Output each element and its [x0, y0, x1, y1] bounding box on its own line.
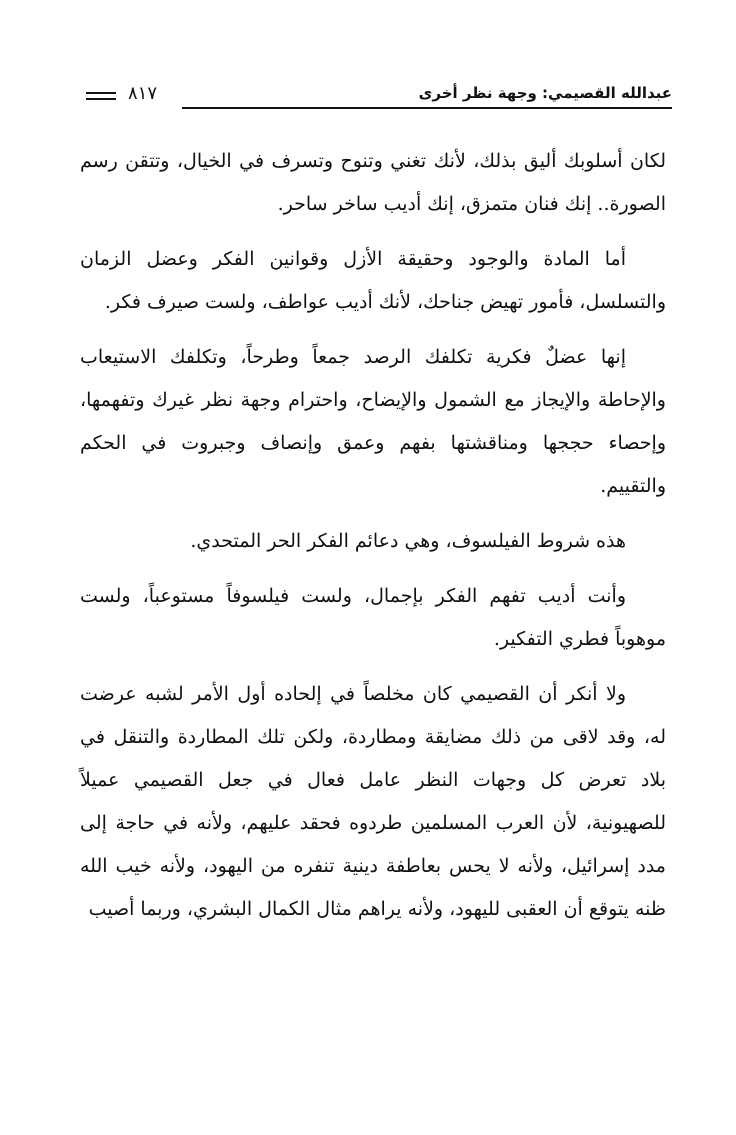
page-number-ornament: [86, 92, 116, 94]
running-header: [86, 82, 672, 114]
paragraph-5: وأنت أديب تفهم الفكر بإجمال، ولست فيلسوفاً مستوعباً، ولست موهوباً فطري التفكير.: [80, 585, 666, 650]
header-rule: [182, 107, 672, 109]
paragraph-6: ولا أنكر أن القصيمي كان مخلصاً في إلحاده أول الأمر لشبه عرضت له، وقد لاقى من ذلك مضايقة ومطاردة، ولكن تلك المطاردة والتنقل في بلاد تعرض كل وجهات النظر عامل فعال في جعل القصيمي عميلاً للصهيونية، لأن العرب المسلمين طردوه فحقد عليهم، ولأنه في حاجة إلى مدد إسرائيل، ولأنه لا يحس بعاطفة دينية تنفره من اليهود، ولأنه خيب الله ظنه يتوقع أن العقبى لليهود، ولأنه يراهم مثال الكمال البشري، وربما أصيب: [80, 683, 666, 920]
page-body-text: [80, 140, 666, 931]
paragraph-1: لكان أسلوبك أليق بذلك، لأنك تغني وتنوح وتسرف في الخيال، وتتقن رسم الصورة.. إنك فنان متمزق، إنك أديب ساخر ساحر.: [80, 150, 666, 215]
page-number: ٨١٧: [128, 83, 158, 104]
running-header-title: عبدالله القصيمي: وجهة نظر أخرى: [418, 84, 672, 102]
paragraph-3: إنها عضلٌ فكرية تكلفك الرصد جمعاً وطرحاً، وتكلفك الاستيعاب والإحاطة والإيجاز مع الشمول والإيضاح، واحترام وجهة نظر غيرك وتفهمها، وإحصاء حججها ومناقشتها بفهم وعمق وإنصاف وجبروت في الحكم والتقييم.: [80, 346, 666, 497]
paragraph-2: أما المادة والوجود وحقيقة الأزل وقوانين الفكر وعضل الزمان والتسلسل، فأمور تهيض جناحك، لأنك أديب عواطف، ولست صيرف فكر.: [80, 248, 666, 313]
paragraph-4: هذه شروط الفيلسوف، وهي دعائم الفكر الحر المتحدي.: [190, 530, 626, 552]
